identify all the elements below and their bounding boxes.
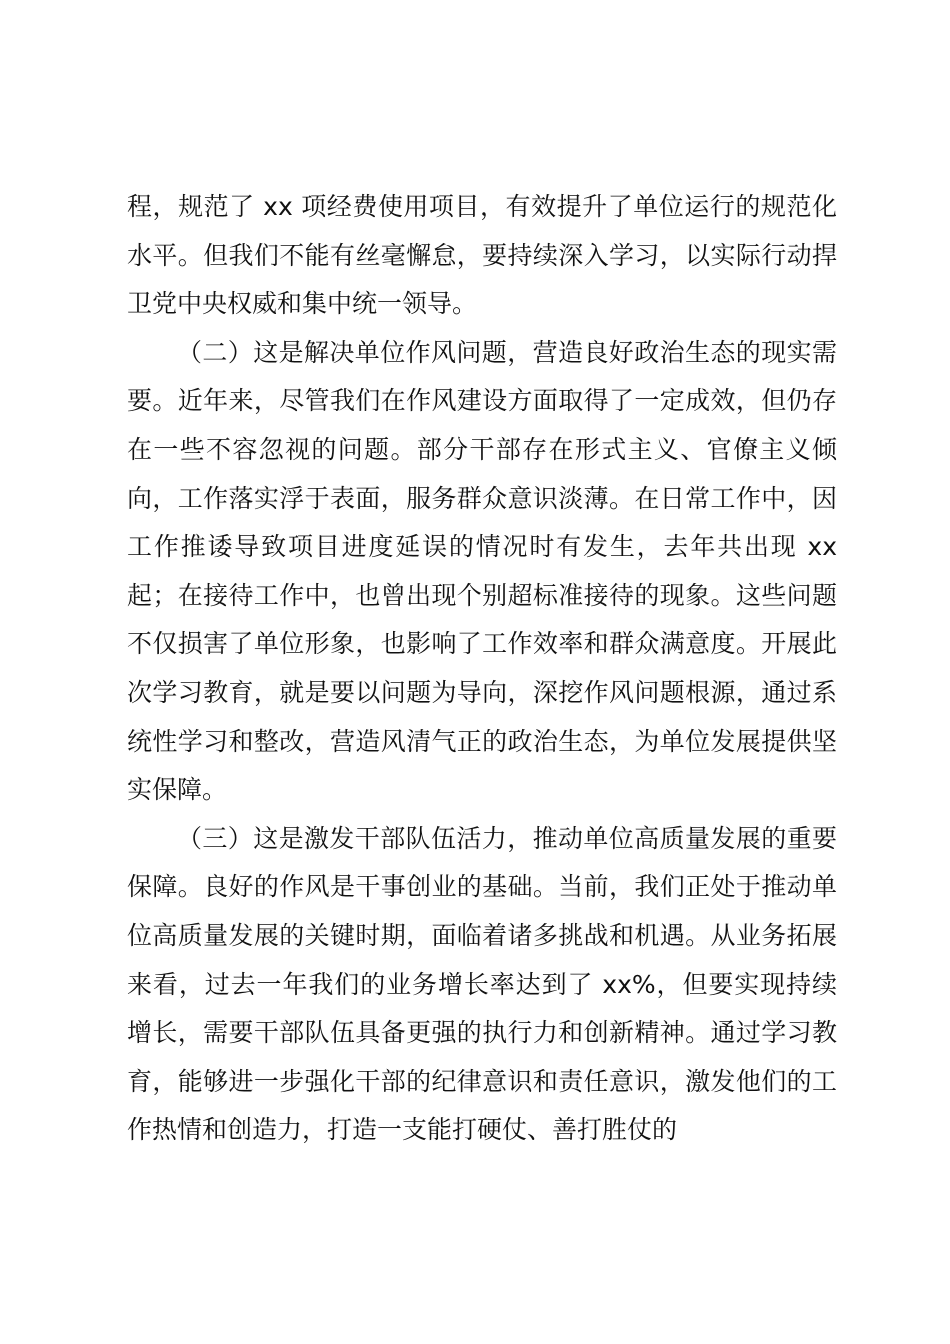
paragraph-section-3: （三）这是激发干部队伍活力，推动单位高质量发展的重要保障。良好的作风是干事创业的基础。当前，我们正处于推动单位高质量发展的关键时期，面临着诸多挑战和机遇。从业务拓展来看，过去一年我们的业务增长率达到了 xx%，但要实现持续增长，需要干部队伍具备更强的执行力和创新精神。通过学习教育，能够进一步强化干部的纪律意识和责任意识，激发他们的工作热情和创造力，打造一支能打硬仗、善打胜仗的 bbox=[127, 823, 837, 1145]
paragraph-section-2: （二）这是解决单位作风问题，营造良好政治生态的现实需要。近年来，尽管我们在作风建设方面取得了一定成效，但仍存在一些不容忽视的问题。部分干部存在形式主义、官僚主义倾向，工作落实浮于表面，服务群众意识淡薄。在日常工作中，因工作推诿导致项目进度延误的情况时有发生，去年共出现 xx 起；在接待工作中，也曾出现个别超标准接待的现象。这些问题不仅损害了单位形象，也影响了工作效率和群众满意度。开展此次学习教育，就是要以问题为导向，深挖作风问题根源，通过系统性学习和整改，营造风清气正的政治生态，为单位发展提供坚实保障。 bbox=[127, 337, 837, 805]
paragraph-continuation: 程，规范了 xx 项经费使用项目，有效提升了单位运行的规范化水平。但我们不能有丝毫懈怠，要持续深入学习，以实际行动捍卫党中央权威和集中统一领导。 bbox=[127, 192, 837, 319]
document-body bbox=[127, 183, 837, 1155]
